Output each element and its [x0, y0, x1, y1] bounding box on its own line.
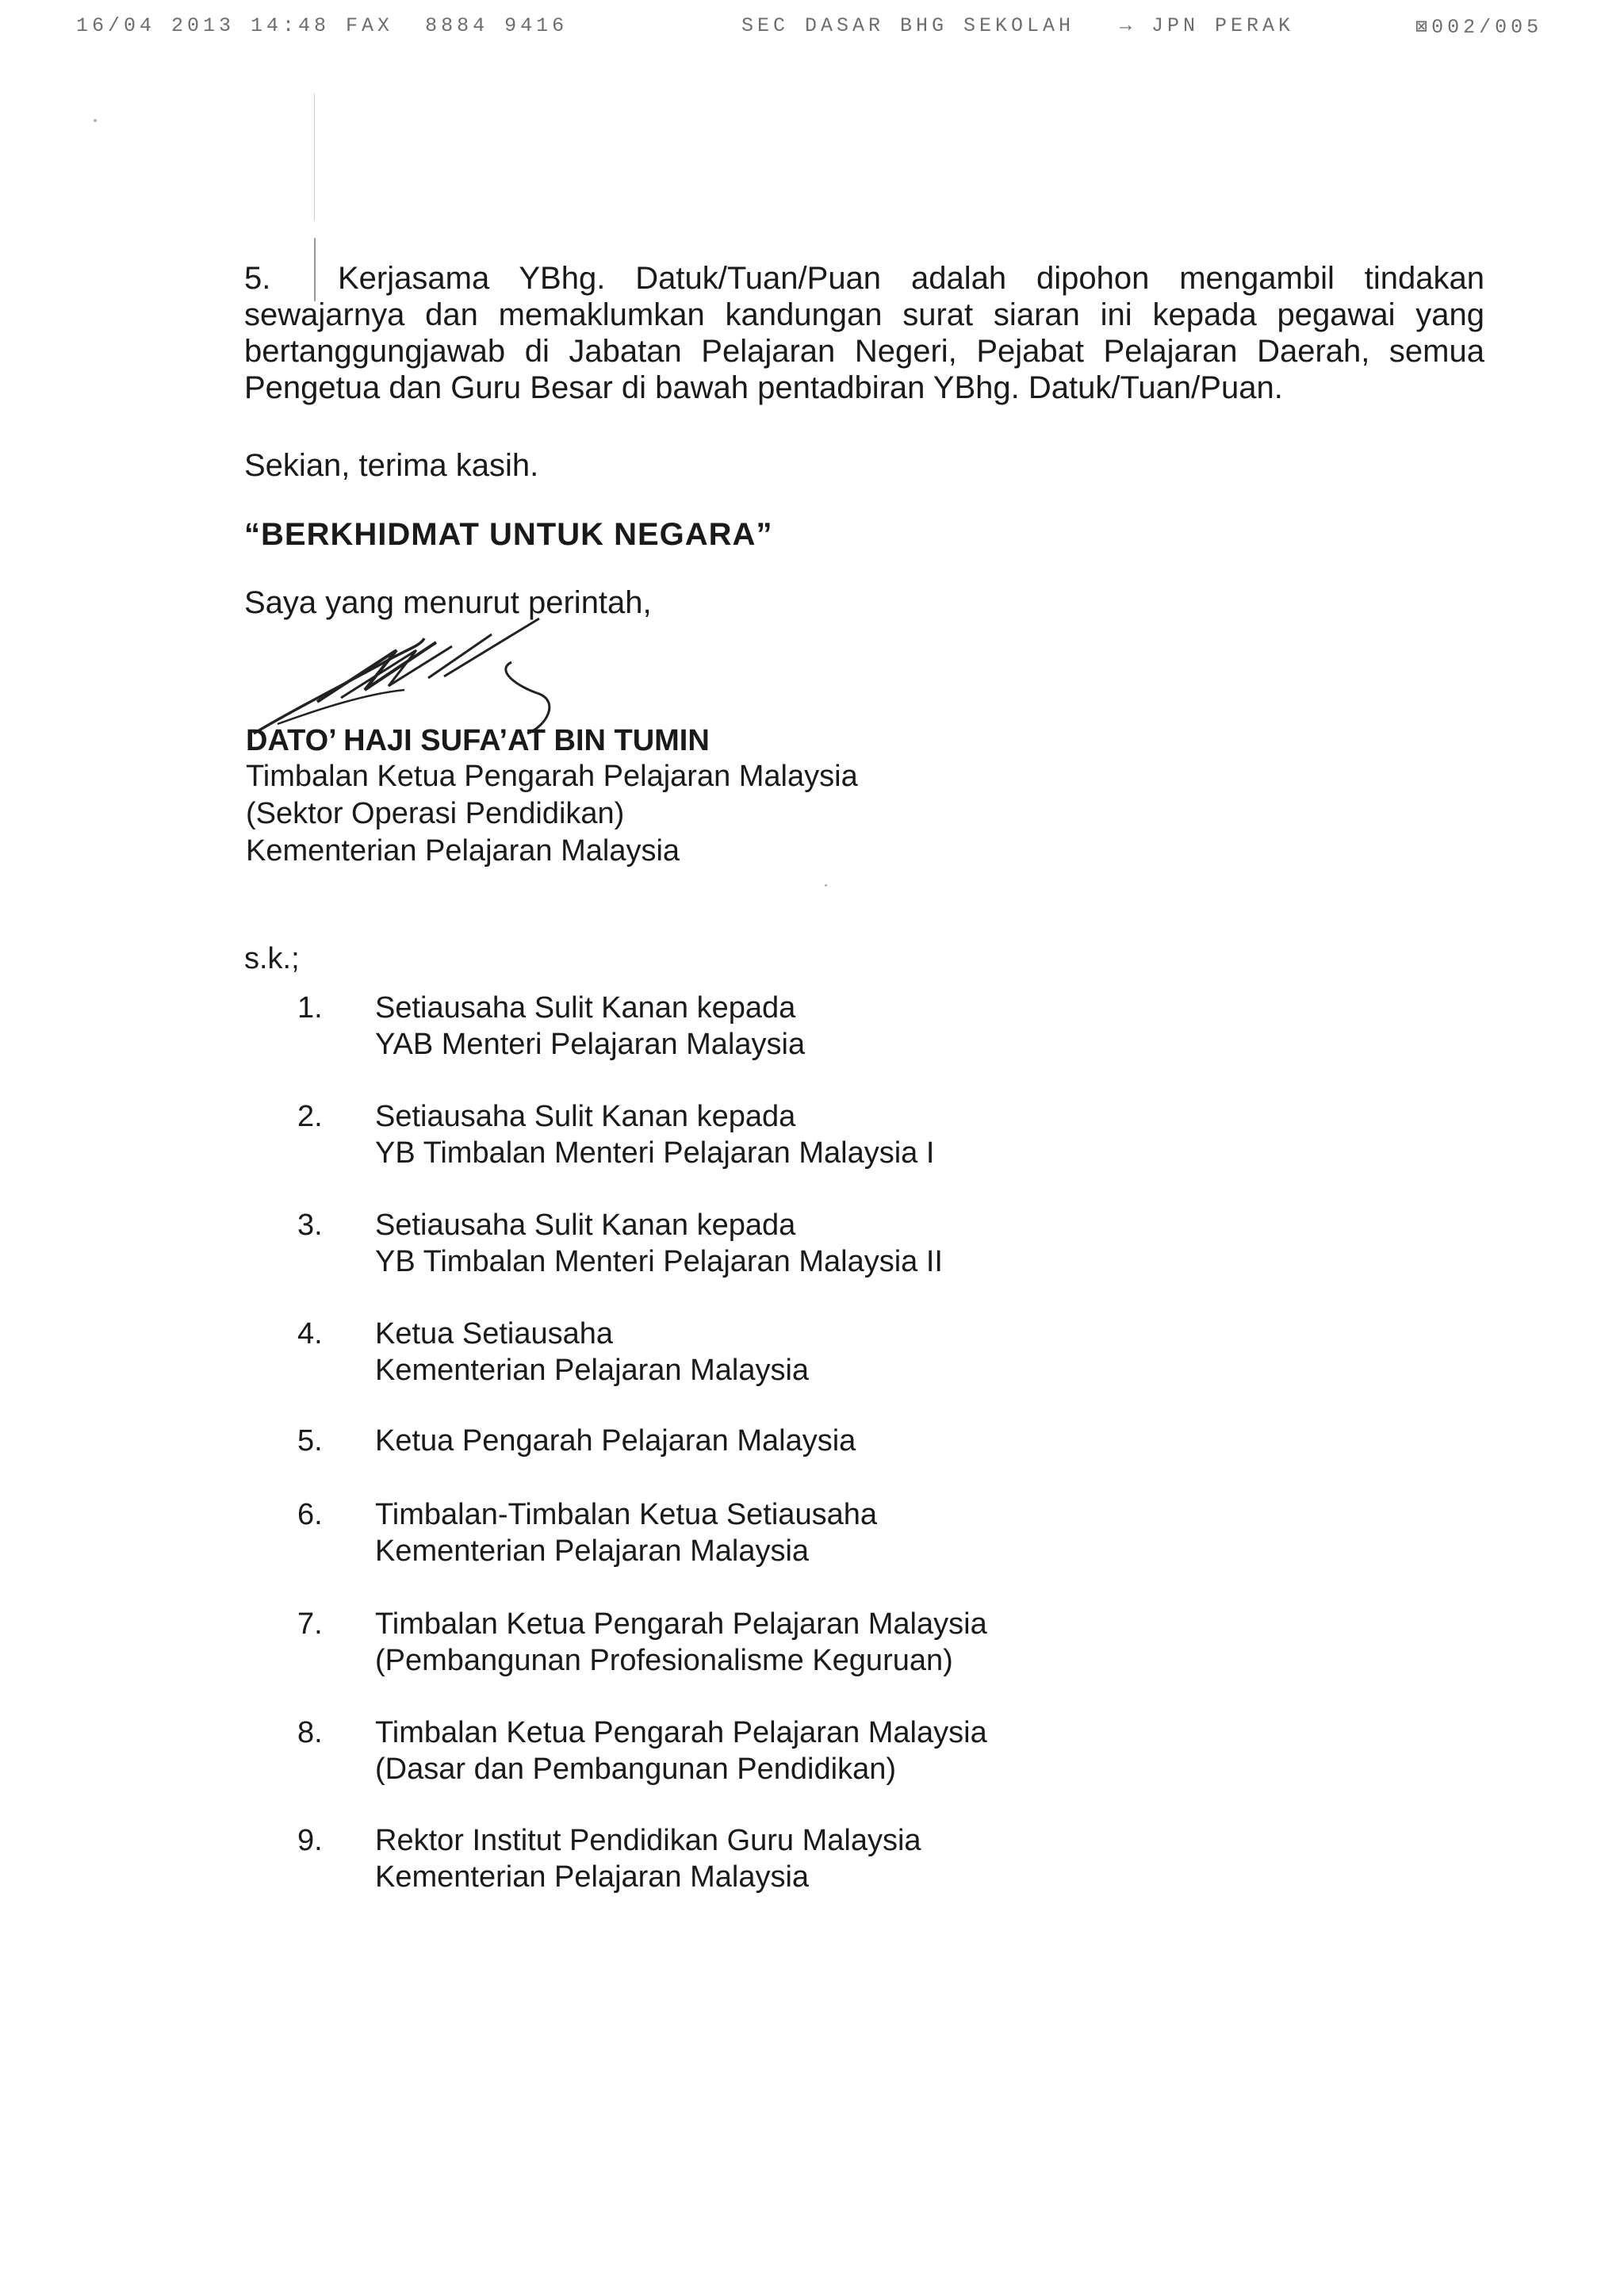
signature — [246, 615, 587, 741]
fax-page-indicator: ⊠002/005 — [1415, 16, 1543, 39]
cc-item-line1: Timbalan Ketua Pengarah Pelajaran Malaysia — [375, 1716, 987, 1749]
cc-item-line2: Kementerian Pelajaran Malaysia — [375, 1860, 810, 1894]
scan-margin-mark — [314, 94, 315, 220]
cc-item-number: 9. — [297, 1824, 323, 1857]
cc-item-line2: YB Timbalan Menteri Pelajaran Malaysia II — [375, 1245, 943, 1278]
cc-item-number: 6. — [297, 1498, 323, 1531]
cc-item-line2: Kementerian Pelajaran Malaysia — [375, 1534, 810, 1568]
scan-speck — [94, 119, 97, 122]
motto: “BERKHIDMAT UNTUK NEGARA” — [244, 517, 773, 552]
cc-item-line1: Ketua Setiausaha — [375, 1317, 614, 1350]
cc-item-number: 2. — [297, 1100, 323, 1133]
cc-item-number: 3. — [297, 1209, 323, 1242]
salutation: Saya yang menurut perintah, — [244, 585, 652, 620]
cc-item-line1: Timbalan-Timbalan Ketua Setiausaha — [375, 1498, 877, 1531]
fax-recipient: → JPN PERAK — [1120, 14, 1295, 37]
paragraph-5 — [244, 260, 1484, 406]
closing-text: Sekian, terima kasih. — [244, 448, 539, 483]
cc-item-line1: Timbalan Ketua Pengarah Pelajaran Malaysia — [375, 1607, 987, 1641]
cc-item-number: 1. — [297, 991, 323, 1025]
fax-sender: SEC DASAR BHG SEKOLAH — [741, 14, 1075, 37]
cc-item-line2: (Pembangunan Profesionalisme Keguruan) — [375, 1644, 953, 1677]
signatory-name: DATO’ HAJI SUFA’AT BIN TUMIN — [246, 724, 710, 757]
cc-item-line2: YAB Menteri Pelajaran Malaysia — [375, 1028, 806, 1061]
paragraph-number: 5. — [244, 261, 271, 296]
paragraph-text: Kerjasama YBhg. Datuk/Tuan/Puan adalah dipohon mengambil tindakan sewajarnya dan memaklumkan kandungan surat siaran ini kepada pegawai yang bertanggungjawab di Jabatan Pelajaran Negeri, Pejabat Pelajaran Daerah, semua Pengetua dan Guru Besar di bawah pentadbiran YBhg. Datuk/Tuan/Puan. — [244, 261, 1484, 405]
cc-item-number: 5. — [297, 1424, 323, 1458]
fax-header — [0, 14, 1624, 46]
signatory-title: Timbalan Ketua Pengarah Pelajaran Malaysia — [246, 760, 858, 793]
cc-item-line1: Setiausaha Sulit Kanan kepada — [375, 1100, 796, 1133]
cc-label: s.k.; — [244, 942, 300, 975]
cc-item-line1: Setiausaha Sulit Kanan kepada — [375, 1209, 796, 1242]
scan-speck — [825, 884, 827, 887]
cc-item-line1: Rektor Institut Pendidikan Guru Malaysia — [375, 1824, 921, 1857]
cc-item-number: 8. — [297, 1716, 323, 1749]
cc-item-line2: (Dasar dan Pembangunan Pendidikan) — [375, 1753, 896, 1786]
cc-item-line1: Ketua Pengarah Pelajaran Malaysia — [375, 1424, 856, 1458]
cc-item-line2: YB Timbalan Menteri Pelajaran Malaysia I — [375, 1136, 935, 1170]
cc-item-line1: Setiausaha Sulit Kanan kepada — [375, 991, 796, 1025]
cc-item-number: 7. — [297, 1607, 323, 1641]
signatory-sector: (Sektor Operasi Pendidikan) — [246, 797, 625, 830]
fax-datetime: 16/04 2013 14:48 FAX 8884 9416 — [76, 14, 569, 37]
cc-item-number: 4. — [297, 1317, 323, 1350]
cc-item-line2: Kementerian Pelajaran Malaysia — [375, 1354, 810, 1387]
signatory-ministry: Kementerian Pelajaran Malaysia — [246, 834, 680, 868]
